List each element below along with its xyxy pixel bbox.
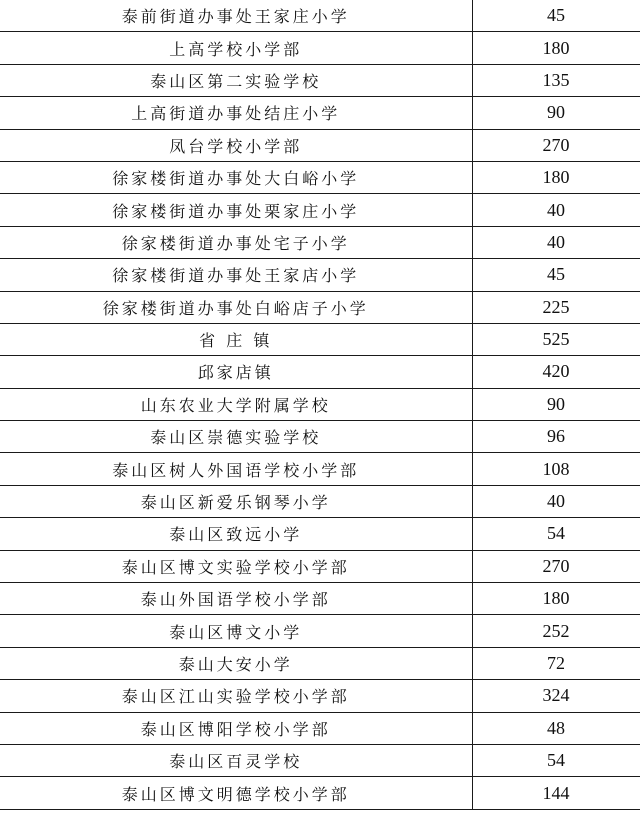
count-cell: 54 [472,518,640,550]
school-name-cell: 徐家楼街道办事处宅子小学 [0,226,472,258]
school-name-cell: 泰山区致远小学 [0,518,472,550]
count-cell: 252 [472,615,640,647]
count-cell: 180 [472,161,640,193]
count-cell: 96 [472,421,640,453]
school-name-cell: 泰山区崇德实验学校 [0,421,472,453]
table-row [0,744,640,776]
table-row [0,421,640,453]
table-row [0,226,640,258]
school-name-cell: 泰山区树人外国语学校小学部 [0,453,472,485]
count-cell: 40 [472,194,640,226]
count-cell: 420 [472,356,640,388]
school-name-cell: 徐家楼街道办事处白峪店子小学 [0,291,472,323]
table-row [0,777,640,809]
count-cell: 90 [472,97,640,129]
table-row [0,388,640,420]
school-name-cell: 邱家店镇 [0,356,472,388]
table-row [0,453,640,485]
table-row [0,323,640,355]
school-name-cell: 泰山区新爱乐钢琴小学 [0,485,472,517]
school-name-cell: 凤台学校小学部 [0,129,472,161]
count-cell: 324 [472,680,640,712]
school-name-cell: 泰山区博文小学 [0,615,472,647]
table-row [0,615,640,647]
school-name-cell: 泰山区博文明德学校小学部 [0,777,472,809]
count-cell: 40 [472,226,640,258]
school-name-cell: 省 庄 镇 [0,323,472,355]
school-name-cell: 徐家楼街道办事处大白峪小学 [0,161,472,193]
table-row [0,550,640,582]
count-cell: 90 [472,388,640,420]
school-name-cell: 泰山外国语学校小学部 [0,583,472,615]
count-cell: 54 [472,744,640,776]
school-name-cell: 泰山区第二实验学校 [0,64,472,96]
table-row [0,647,640,679]
table-row [0,97,640,129]
count-cell: 525 [472,323,640,355]
table-row [0,0,640,32]
count-cell: 72 [472,647,640,679]
school-name-cell: 泰山区百灵学校 [0,744,472,776]
table-row [0,680,640,712]
count-cell: 135 [472,64,640,96]
table-row [0,712,640,744]
table-row [0,356,640,388]
count-cell: 40 [472,485,640,517]
table-row [0,64,640,96]
count-cell: 108 [472,453,640,485]
count-cell: 180 [472,583,640,615]
school-name-cell: 泰山大安小学 [0,647,472,679]
school-name-cell: 泰前街道办事处王家庄小学 [0,0,472,32]
school-name-cell: 上高学校小学部 [0,32,472,64]
school-name-cell: 泰山区博阳学校小学部 [0,712,472,744]
count-cell: 270 [472,129,640,161]
count-cell: 48 [472,712,640,744]
count-cell: 270 [472,550,640,582]
table-row [0,259,640,291]
count-cell: 180 [472,32,640,64]
table-row [0,518,640,550]
school-name-cell: 上高街道办事处结庄小学 [0,97,472,129]
school-name-cell: 山东农业大学附属学校 [0,388,472,420]
table-row [0,129,640,161]
school-name-cell: 徐家楼街道办事处王家店小学 [0,259,472,291]
table-row [0,194,640,226]
count-cell: 45 [472,259,640,291]
table-row [0,583,640,615]
count-cell: 144 [472,777,640,809]
table-row [0,32,640,64]
count-cell: 225 [472,291,640,323]
table-row [0,485,640,517]
school-name-cell: 徐家楼街道办事处栗家庄小学 [0,194,472,226]
school-name-cell: 泰山区博文实验学校小学部 [0,550,472,582]
school-name-cell: 泰山区江山实验学校小学部 [0,680,472,712]
table-row [0,291,640,323]
table-row [0,161,640,193]
count-cell: 45 [472,0,640,32]
